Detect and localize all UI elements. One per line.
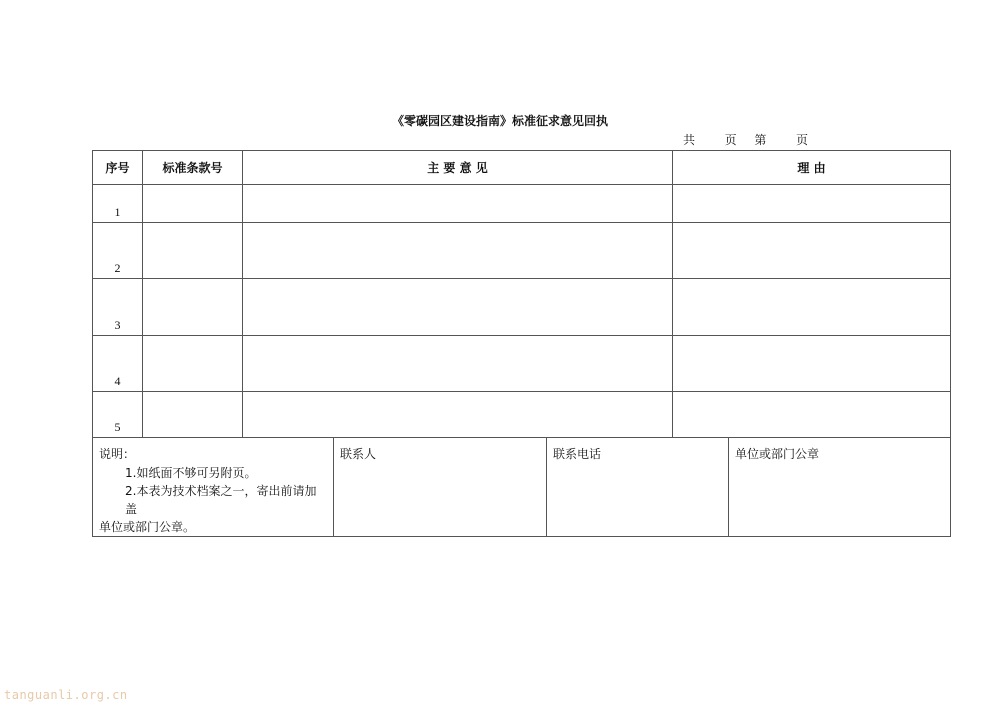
document-title: 《零碳园区建设指南》标准征求意见回执 (391, 114, 608, 128)
row-clause-cell[interactable] (143, 185, 243, 223)
page-label: 页 (724, 133, 737, 147)
row-opinion-cell[interactable] (243, 279, 673, 336)
row-reason-cell[interactable] (673, 185, 951, 223)
watermark: tanguanli.org.cn (4, 688, 128, 702)
notes-cell (93, 437, 334, 537)
header-clause: 标准条款号 (143, 151, 243, 185)
seal-cell[interactable] (729, 437, 951, 537)
page-label-2: 页 (796, 133, 809, 147)
row-seq: 3 (93, 279, 143, 336)
note-1: 1.如纸面不够可另附页。 (125, 466, 257, 480)
phone-cell[interactable] (547, 437, 729, 537)
page-no-label: 第 (754, 133, 767, 147)
row-clause-cell[interactable] (143, 279, 243, 336)
row-clause-cell[interactable] (143, 392, 243, 438)
table-row (93, 279, 951, 336)
row-opinion-cell[interactable] (243, 392, 673, 438)
table-row (93, 336, 951, 392)
notes-label: 说明： (99, 447, 136, 461)
header-seq: 序号 (93, 151, 143, 185)
row-opinion-cell[interactable] (243, 185, 673, 223)
row-reason-cell[interactable] (673, 392, 951, 438)
table-row (93, 185, 951, 223)
page-count (683, 131, 808, 148)
row-clause-cell[interactable] (143, 336, 243, 392)
row-clause-cell[interactable] (143, 223, 243, 279)
note-2-line2: 单位或部门公章。 (99, 520, 196, 534)
row-seq: 2 (93, 223, 143, 279)
contact-label: 联系人 (340, 447, 377, 461)
row-opinion-cell[interactable] (243, 223, 673, 279)
row-reason-cell[interactable] (673, 336, 951, 392)
table-row (93, 392, 951, 438)
table-row (93, 223, 951, 279)
row-seq: 4 (93, 336, 143, 392)
phone-label: 联系电话 (553, 447, 602, 461)
row-opinion-cell[interactable] (243, 336, 673, 392)
footer-row (93, 437, 951, 537)
note-2-line1: 2.本表为技术档案之一，寄出前请加盖 (125, 484, 317, 516)
row-reason-cell[interactable] (673, 279, 951, 336)
footer-table (92, 437, 951, 537)
row-seq: 1 (93, 185, 143, 223)
seal-label: 单位或部门公章 (735, 447, 820, 461)
page-total-label: 共 (683, 133, 696, 147)
header-opinion: 主 要 意 见 (243, 151, 673, 185)
contact-cell[interactable] (334, 437, 547, 537)
row-reason-cell[interactable] (673, 223, 951, 279)
row-seq: 5 (93, 392, 143, 438)
opinion-table (92, 150, 951, 438)
header-reason: 理 由 (673, 151, 951, 185)
table-header-row (93, 151, 951, 185)
